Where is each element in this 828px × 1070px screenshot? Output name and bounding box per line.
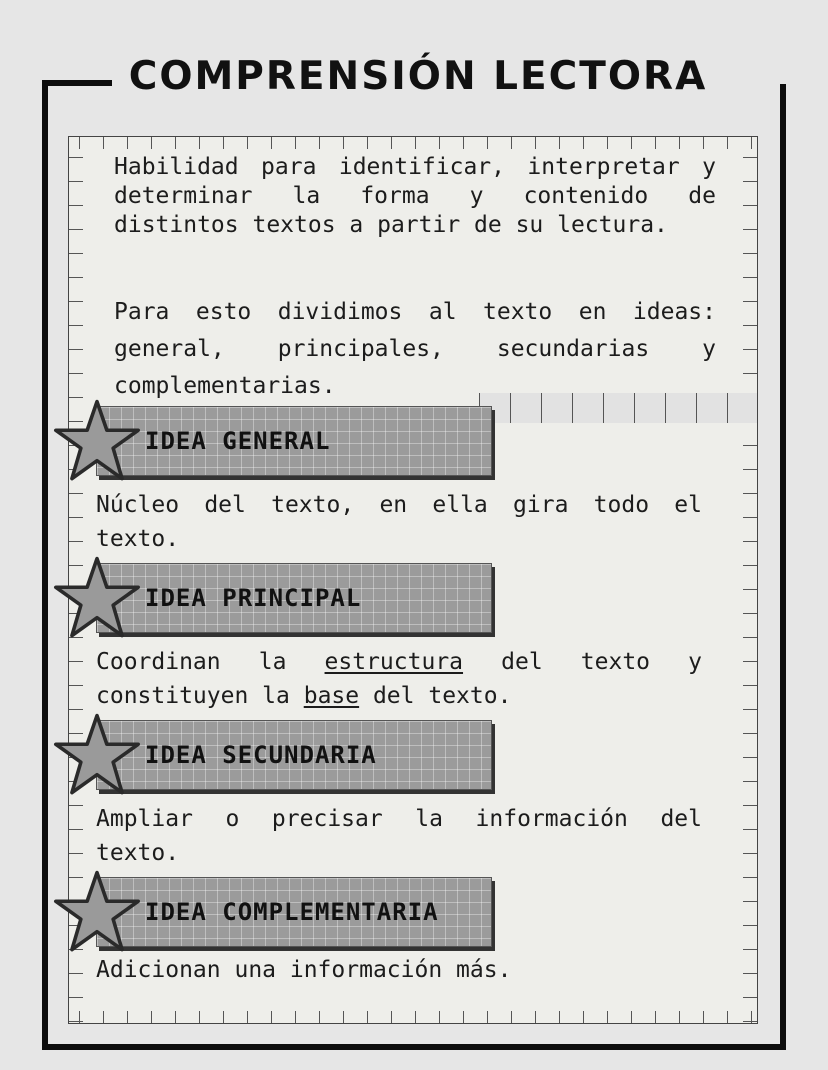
star-icon: [52, 398, 142, 484]
idea-general-header: [96, 406, 492, 476]
idea-secundaria-header: [96, 720, 492, 790]
division-paragraph: Para esto dividimos al texto en ideas: general, principales, secundarias y complementarias.: [114, 299, 716, 399]
idea-complementaria-text: Adicionan una información más.: [96, 957, 512, 983]
idea-principal-header: [96, 563, 492, 633]
idea-principal-text-start: Coordinan la: [96, 649, 325, 675]
ruler-right: [743, 137, 757, 1023]
star-icon: [52, 555, 142, 641]
frame-right-line: [780, 84, 786, 1050]
underlined-word-base: base: [303, 683, 360, 709]
page-title: COMPRENSIÓN LECTORA: [128, 54, 708, 99]
idea-general-text: Núcleo del texto, en ella gira todo el texto.: [96, 492, 702, 552]
star-icon: [52, 869, 142, 955]
ruler-top: [69, 137, 757, 149]
idea-principal-text-middle: del texto y constituyen la: [96, 649, 702, 709]
ruler-bottom: [69, 1011, 757, 1023]
idea-principal-text: [96, 645, 702, 713]
idea-general-label: IDEA GENERAL: [145, 427, 331, 455]
idea-principal-label: IDEA PRINCIPAL: [145, 584, 362, 612]
frame-bottom-line: [42, 1044, 786, 1050]
idea-secundaria-label: IDEA SECUNDARIA: [145, 741, 377, 769]
idea-secundaria-text: Ampliar o precisar la información del texto.: [96, 806, 702, 866]
frame-left-line: [42, 80, 48, 1050]
frame-top-left-line: [42, 80, 112, 86]
idea-principal-text-end: del texto.: [359, 683, 512, 709]
star-icon: [52, 712, 142, 798]
idea-complementaria-label: IDEA COMPLEMENTARIA: [145, 898, 439, 926]
underlined-word-estructura: estructura: [324, 649, 464, 675]
definition-paragraph: Habilidad para identificar, interpretar y determinar la forma y contenido de distintos textos a partir de su lectura.: [114, 154, 716, 238]
idea-complementaria-header: [96, 877, 492, 947]
